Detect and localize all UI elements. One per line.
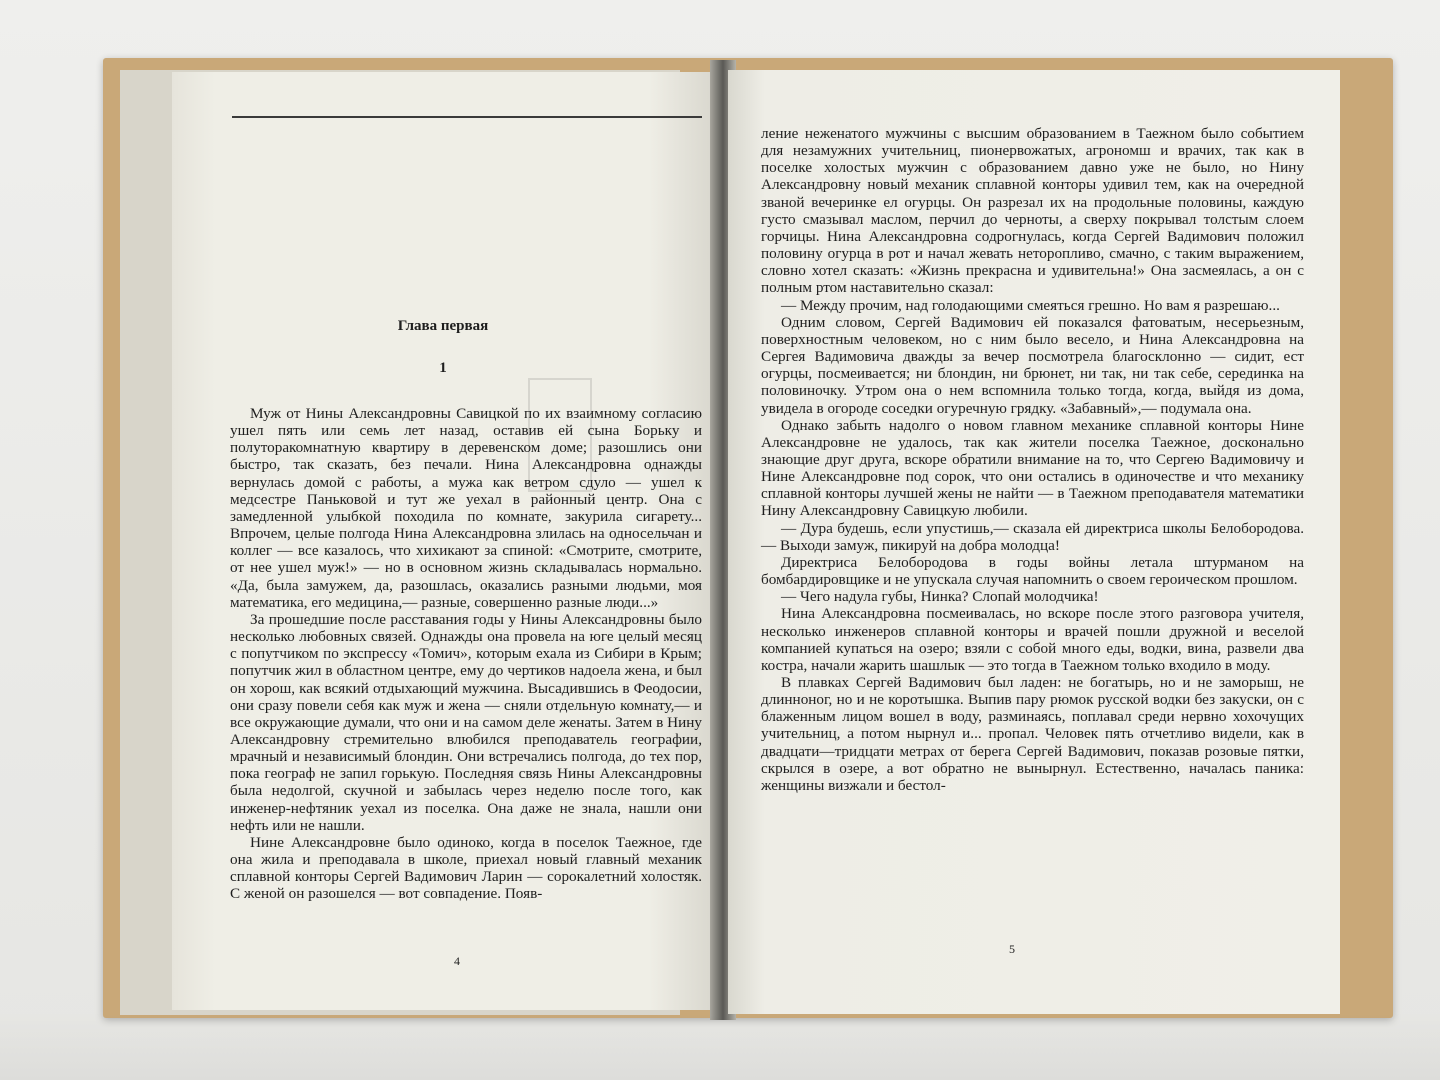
- left-page-body: [230, 405, 702, 903]
- paragraph: Нина Александровна посмеивалась, но вскоре после этого разговора учителя, несколько инженеров сплавной конторы и врачей пошли дружной и веселой компанией купаться на озеро; взяли с собой много еды, водки, вина, развели два костра, начали жарить шашлык — это тогда в Таежном только входило в моду.: [761, 605, 1304, 674]
- table-shadow: [0, 1010, 1440, 1080]
- left-page: [172, 72, 714, 1010]
- paragraph: Однако забыть надолго о новом главном механике сплавной конторы Нине Александровне не удалось, так как жители поселка Таежное, досконально знающие друг друга, вскоре обратили внимание на то, что Сергею Вадимовичу и Нине Александровне под сорок, что они остались в одиночестве и что механику сплавной конторы лучшей жены не найти — в Таежном преподавателя математики Нину Александровну Савицкую любили.: [761, 416, 1304, 520]
- paragraph: Одним словом, Сергей Вадимович ей показался фатоватым, несерьезным, поверхностным человеком, но с ним было весело, и Нина Александровна на Сергея Вадимовича дважды за вечер посмотрела благосклонно — сидит, ест огурцы, посмеивается; ни блондин, ни брюнет, ни так, ни так себе, серединка на половиночку. Утром она о нем вспомнила только тогда, когда, выйдя из дома, увидела в огороде соседки огуречную грядку. «Забавный»,— подумала она.: [761, 313, 1304, 417]
- paragraph: Директриса Белобородова в годы войны летала штурманом на бомбардировщике и не упускала случая напомнить о своем героическом прошлом.: [761, 553, 1304, 589]
- page-number: 4: [454, 954, 460, 968]
- paragraph: За прошедшие после расставания годы у Нины Александровны было несколько любовных связей. Однажды она провела на юге целый месяц с попутчиком по экспрессу «Томич», которым ехала из Сибири в Крым; попутчик жил в областном центре, ему до чертиков надоела жена, и был он хорош, как всякий отдыхающий мужчина. Высадившись в Феодосии, они сразу повели себя как муж и жена — сняли отдельную комнату,— и все окружающие думали, что они и на самом деле женаты. Затем в Нину Александровну стремительно влюбился преподаватель географии, мрачный и независимый блондин. Они встречались полгода, до тех пор, пока географ не запил горькую. Последняя связь Нины Александровны была недолгой, скучной и забылась через неделю после того, как инженер-нефтяник уехал из поселка. Она даже не знала, нашли они нефть или не нашли.: [230, 610, 702, 834]
- paragraph: Нине Александровне было одиноко, когда в поселок Таежное, где она жила и преподавала в школе, приехал новый главный механик сплавной конторы Сергей Вадимович Ларин — сорокалетний холостяк. С женой он разошелся — вот совпадение. Появ-: [230, 833, 702, 903]
- section-number: 1: [439, 360, 447, 376]
- right-page: [728, 70, 1340, 1014]
- paragraph: — Между прочим, над голодающими смеяться грешно. Но вам я разрешаю...: [781, 296, 1280, 314]
- paragraph: ление неженатого мужчины с высшим образованием в Таежном было событием для незамужних учительниц, пионервожатых, агрономш и врачих, так как в поселке холостых мужчин с образованием давно уже не было, но Нину Александровну новый механик сплавной конторы удивил тем, как на очередной званой вечеринке ел огурцы. Он разрезал их на продольные половины, каждую густо смазывал маслом, перчил до черноты, а сверху покрывал толстым слоем горчицы. Нина Александровна содрогнулась, когда Сергей Вадимович положил половину огурца в рот и начал жевать неторопливо, смачно, с таким выражением, словно хотел сказать: «Жизнь прекрасна и удивительна!» Она засмеялась, а он с полным ртом наставительно сказал:: [761, 125, 1304, 297]
- paragraph: — Чего надула губы, Нинка? Слопай молодчика!: [781, 588, 1099, 606]
- header-rule: [232, 116, 702, 118]
- paragraph: Муж от Нины Александровны Савицкой по их взаимному согласию ушел пять или семь лет назад, оставив ей сына Борьку и полуторакомнатную квартиру в деревенском доме; разошлись они быстро, так сказать, без печали. Нина Александровна однажды вернулась домой с работы, а мужа как ветром сдуло — ушел к медсестре Паньковой и тут же уехал в районный центр. Она с замедленной улыбкой походила по комнате, закурила сигарету... Впрочем, целые полгода Нина Александровна злилась на односельчан и коллег — все казалось, что хихикают за спиной: «Смотрите, смотрите, от нее ушел муж!» — но в основном жизнь складывалась нормально. «Да, была замужем, да, разошлась, оказались разными людьми, моя математика, его медицина,— разные, совершенно разные люди...»: [230, 405, 702, 611]
- chapter-title: Глава первая: [397, 318, 489, 334]
- page-number: 5: [1009, 942, 1015, 956]
- right-page-body: [761, 125, 1304, 794]
- paragraph: В плавках Сергей Вадимович был ладен: не богатырь, но и не заморыш, не длинноног, но и не коротышка. Выпив пару рюмок русской водки без закуски, он с блаженным лицом вошел в воду, разминаясь, поплавал среди нервно хохочущих учительниц, а потом нырнул и... пропал. Человек пять отчетливо видели, как в двадцати—тридцати метрах от берега Сергей Вадимович, показав розовые пятки, скрылся в озере, а вот обратно не вынырнул. Естественно, началась паника: женщины визжали и бестол-: [761, 674, 1304, 794]
- paragraph: — Дура будешь, если упустишь,— сказала ей директриса школы Белобородова.— Выходи замуж, пикируй на добра молодца!: [761, 519, 1304, 554]
